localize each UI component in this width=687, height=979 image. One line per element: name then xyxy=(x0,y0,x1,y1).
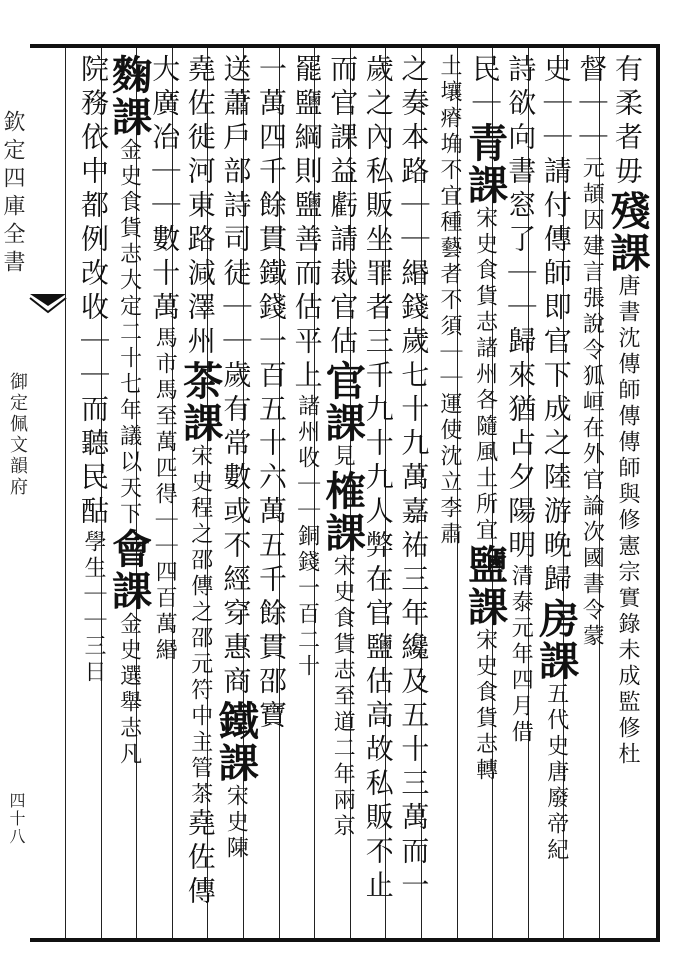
entry-heading: 鐵課 xyxy=(212,700,260,784)
fish-tail-mark-icon xyxy=(28,292,68,318)
entry-heading: 茶課 xyxy=(176,360,224,444)
body-text: 之奏本路｜｜緡錢歲七十九萬嘉祐三年纔及五十三萬而一 xyxy=(397,54,431,904)
entry-heading: 鹽課 xyxy=(461,544,509,628)
body-text: 歲之內私販坐罪者三千九十九人弊在官鹽估高故私販不止 xyxy=(361,54,395,904)
annotation-text: 金史食貨志大定二十七年議以天下 xyxy=(116,138,142,528)
annotation-text: 宋史食貨志諸州各隨風土所宜 xyxy=(472,206,498,544)
annotation-text: 清泰元年四月借 xyxy=(508,564,534,746)
body-text: 史｜｜請付傳師即官下成之陸游晚歸 xyxy=(539,54,573,598)
margin-strip xyxy=(0,50,28,930)
body-text: 堯佐徙河東路減澤州 xyxy=(183,54,217,360)
annotation-text: 宋史陳 xyxy=(223,784,249,862)
margin-book-title: 御定佩文韻府 xyxy=(7,372,28,498)
annotation-text: 宋史食貨志轉 xyxy=(472,628,498,784)
frame-top-border xyxy=(30,44,660,48)
body-text: 堯佐傳 xyxy=(183,808,217,910)
annotation-text: 宋史程之邵傳之邵元符中主管茶 xyxy=(187,444,213,808)
annotation-text: 馬市馬至萬匹得｜｜四百萬緡 xyxy=(152,326,178,664)
frame-right-border xyxy=(656,44,660,942)
entry-heading: 房課 xyxy=(532,598,580,682)
annotation-text: 土壤瘠埆不宜種藝者不須｜｜ xyxy=(437,54,462,392)
entry-heading: 官課 xyxy=(319,360,367,444)
body-text: 大廣冶｜｜數十萬 xyxy=(148,54,182,326)
body-text: 詩欲向書窓了｜｜歸來猶占夕陽明 xyxy=(504,54,538,564)
annotation-text: 宋史食貨志至道二年兩京 xyxy=(330,554,356,840)
entry-heading: 麴課 xyxy=(105,54,153,138)
annotation-text: 學生｜｜三日 xyxy=(81,530,106,686)
body-text: 而官課益虧請裁官估 xyxy=(326,54,360,360)
annotation-text: 唐書沈傳師傳傳師與修憲宗實錄未成監修杜 xyxy=(615,274,640,768)
annotation-text: 元頡因建言張說令狐峘在外官論次國書令蒙 xyxy=(579,156,605,650)
annotation-text: 運使沈立李肅 xyxy=(437,392,462,548)
margin-page-number: 四十八 xyxy=(7,792,26,846)
body-text: 罷鹽綱則鹽善而估平上 xyxy=(290,54,324,394)
entry-heading: 會課 xyxy=(105,528,153,612)
annotation-text: 見 xyxy=(330,444,356,470)
margin-book-series: 欽定四庫全書 xyxy=(0,110,25,278)
body-text: 督｜｜ xyxy=(575,54,609,156)
entry-heading: 榷課 xyxy=(319,470,367,554)
body-text: 院務依中都例改收｜｜而聽民酤 xyxy=(77,54,110,530)
annotation-text: 諸州收｜｜銅錢一百二十 xyxy=(294,394,320,680)
body-text: 民｜ xyxy=(468,54,502,122)
body-text: 有柔者毋 xyxy=(611,54,644,190)
body-text: 一萬四千餘貫鐵錢一百五十六萬五千餘貫邵寶 xyxy=(255,54,288,734)
entry-heading: 青課 xyxy=(461,122,509,206)
column-rule xyxy=(65,48,66,938)
text-column xyxy=(66,54,120,934)
annotation-text: 金史選舉志凡 xyxy=(116,612,142,768)
entry-heading: 殘課 xyxy=(604,190,651,274)
frame-bottom-border xyxy=(30,938,660,942)
body-text: 送蕭戶部詩司徒｜｜歲有常數或不經穿惠商 xyxy=(219,54,253,700)
annotation-text: 五代史唐廢帝紀 xyxy=(543,682,569,864)
